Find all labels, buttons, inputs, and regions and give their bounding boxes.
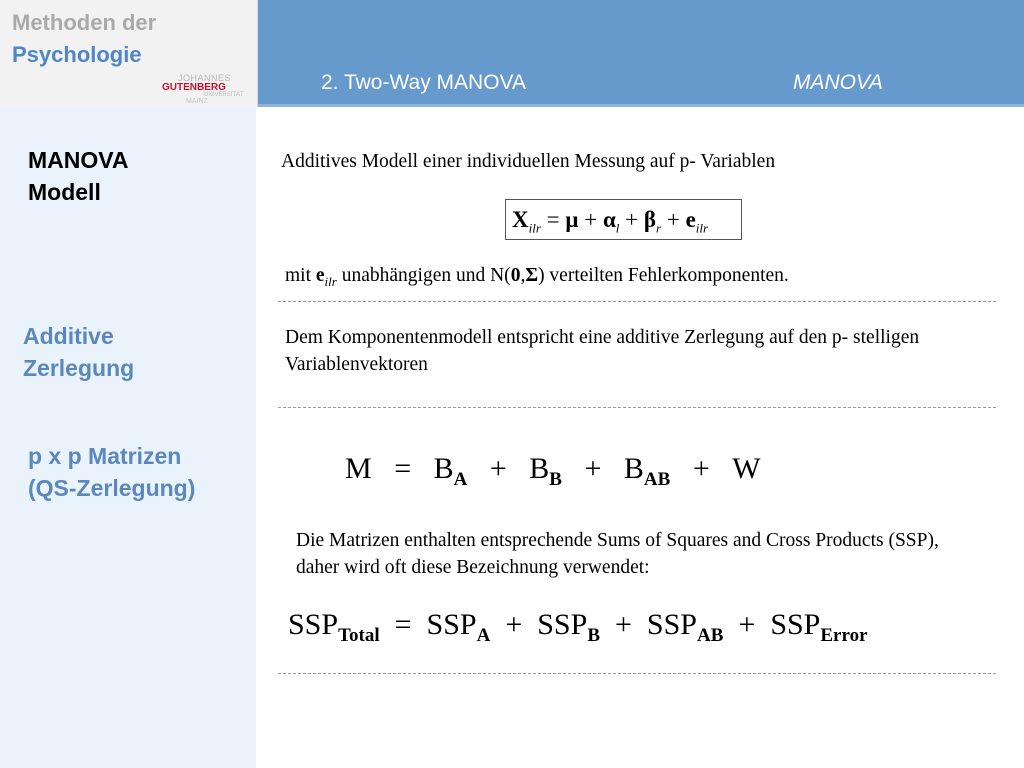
- matrix-plus: +: [489, 452, 507, 485]
- formula-x-sub: ilr: [528, 220, 541, 236]
- ssp-a: SSP: [426, 608, 477, 641]
- ssp-error-sub: Error: [820, 625, 868, 646]
- sidebar-item-line1: Additive: [23, 323, 114, 349]
- matrix-w: W: [732, 452, 761, 485]
- formula-e: e: [685, 207, 696, 232]
- university-logo-line4: MAINZ: [186, 98, 208, 104]
- formula-alpha: α: [602, 207, 616, 232]
- formula-beta-sub: r: [656, 220, 662, 236]
- university-logo: [160, 72, 252, 104]
- sidebar-item-matrizen: [28, 440, 195, 504]
- ssp-b: SSP: [537, 608, 588, 641]
- matrix-plus: +: [584, 452, 602, 485]
- university-logo-line1: JOHANNES: [178, 73, 232, 83]
- formula-e-sub: ilr: [695, 220, 709, 236]
- error-text-prefix: mit: [285, 265, 316, 286]
- sidebar-item-line2: Modell: [28, 179, 101, 205]
- section-divider: [278, 301, 996, 302]
- formula-plus: +: [666, 207, 680, 232]
- matrix-equals: =: [394, 452, 412, 485]
- matrix-plus: +: [692, 452, 710, 485]
- matrix-equation: [345, 452, 761, 491]
- formula-plus: +: [625, 207, 639, 232]
- formula-alpha-sub: l: [615, 220, 620, 236]
- matrix-bb: B: [529, 452, 550, 485]
- formula-beta: β: [643, 207, 657, 232]
- logo-text-line2: Psychologie: [12, 42, 142, 67]
- error-symbol: e: [315, 265, 325, 286]
- university-logo-line2: GUTENBERG: [162, 82, 226, 93]
- formula-plus: +: [584, 207, 598, 232]
- ssp-explanation-text: Die Matrizen enthalten entsprechende Sums of Squares and Cross Products (SSP), daher wird oft diese Bezeichnung verwendet:: [296, 530, 939, 578]
- ssp-plus: +: [738, 608, 756, 641]
- sidebar-item-line1: p x p Matrizen: [28, 443, 182, 469]
- matrix-m: M: [345, 452, 372, 485]
- ssp-total-sub: Total: [338, 625, 380, 646]
- header-bottom-stripe: [258, 104, 1024, 107]
- matrix-bab: B: [623, 452, 644, 485]
- formula-equals: =: [546, 207, 560, 232]
- matrix-bab-sub: AB: [643, 469, 671, 490]
- matrix-bb-sub: B: [549, 469, 562, 490]
- ssp-error: SSP: [770, 608, 821, 641]
- matrix-ba: B: [433, 452, 454, 485]
- section-divider: [278, 673, 996, 674]
- ssp-equation: [288, 608, 868, 647]
- sidebar-item-additive-zerlegung: [23, 320, 134, 384]
- error-text-comma: ,: [520, 265, 526, 286]
- ssp-plus: +: [505, 608, 523, 641]
- error-text-middle: unabhängigen und N(: [336, 265, 511, 286]
- sidebar-item-line2: Zerlegung: [23, 355, 135, 381]
- ssp-equals: =: [394, 608, 412, 641]
- ssp-ab: SSP: [646, 608, 697, 641]
- university-logo-line3: UNIVERSITÄT: [204, 92, 244, 98]
- model-formula-box: [505, 199, 742, 240]
- ssp-a-sub: A: [476, 625, 491, 646]
- sidebar-item-line2: (QS-Zerlegung): [28, 475, 196, 501]
- slide-topic: MANOVA: [793, 71, 883, 94]
- intro-text: Additives Modell einer individuellen Messung auf p- Variablen: [281, 151, 776, 172]
- error-term-text: [285, 262, 789, 295]
- formula-x: X: [512, 207, 529, 232]
- ssp-plus: +: [615, 608, 632, 641]
- ssp-b-sub: B: [587, 625, 600, 646]
- zero-vector: 0: [510, 265, 521, 286]
- ssp-total: SSP: [288, 608, 339, 641]
- section-divider: [278, 407, 996, 408]
- logo-text-line1: Methoden der: [12, 10, 157, 35]
- sigma-matrix: Σ: [525, 265, 539, 286]
- sidebar-item-manova-modell: [28, 144, 129, 208]
- error-text-suffix: ) verteilten Fehlerkomponenten.: [538, 265, 789, 286]
- komponenten-text: Dem Komponentenmodell entspricht eine additive Zerlegung auf den p- stelligen Variablenvektoren: [285, 327, 920, 375]
- sidebar-item-line1: MANOVA: [28, 147, 129, 173]
- slide-title: 2. Two-Way MANOVA: [321, 71, 526, 94]
- error-symbol-sub: ilr: [324, 273, 337, 289]
- matrix-ba-sub: A: [453, 469, 468, 490]
- ssp-ab-sub: AB: [696, 625, 724, 646]
- formula-mu: μ: [565, 207, 579, 232]
